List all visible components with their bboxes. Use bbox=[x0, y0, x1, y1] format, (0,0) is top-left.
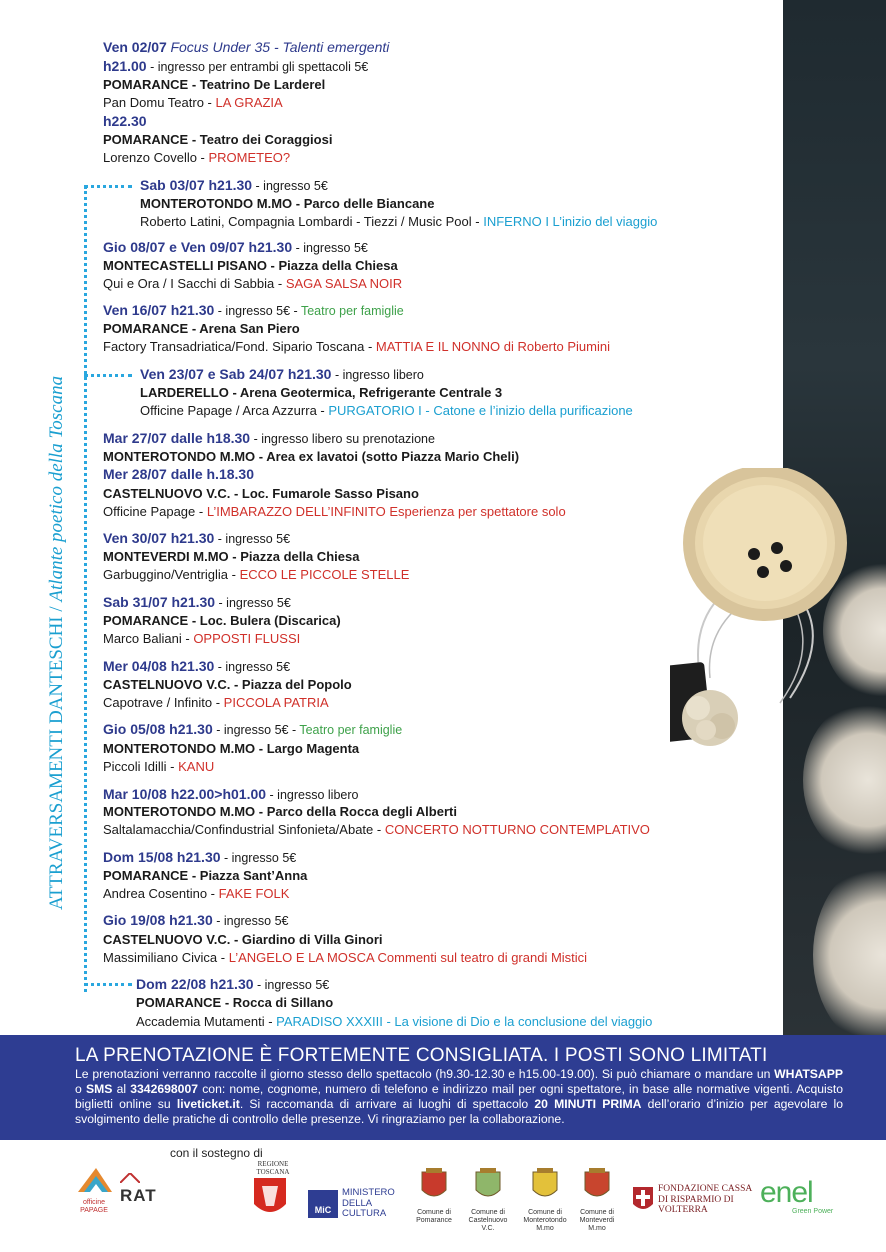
event-venue: POMARANCE - Teatro dei Coraggiosi bbox=[103, 132, 333, 147]
rat-logo: RAT bbox=[120, 1170, 180, 1202]
family-tag: Teatro per famiglie bbox=[300, 304, 404, 318]
event-venue: MONTEROTONDO M.MO - Area ex lavatoi (sotto Piazza Mario Cheli) bbox=[103, 449, 520, 464]
event-company: Marco Baliani - OPPOSTI FLUSSI bbox=[103, 631, 301, 646]
event-title: FAKE FOLK bbox=[218, 886, 290, 901]
event-title: PROMETEO? bbox=[208, 150, 291, 165]
enel-logo: enel Green Power bbox=[760, 1176, 834, 1215]
event-company: Pan Domu Teatro - LA GRAZIA bbox=[103, 95, 283, 110]
event-venue: CASTELNUOVO V.C. - Loc. Fumarole Sasso Pisano bbox=[103, 486, 419, 501]
event-venue: MONTEROTONDO M.MO - Parco della Rocca degli Alberti bbox=[103, 804, 457, 819]
event-date: Ven 02/07 Focus Under 35 - Talenti emergenti bbox=[103, 39, 390, 55]
side-title-main: ATTRAVERSAMENTI DANTESCHI bbox=[46, 616, 67, 910]
banner-heading: LA PRENOTAZIONE È FORTEMENTE CONSIGLIATA. I POSTI SONO LIMITATI bbox=[75, 1045, 768, 1066]
event-title: ECCO LE PICCOLE STELLE bbox=[239, 567, 410, 582]
event-title: L’IMBARAZZO DELL’INFINITO Esperienza per spettatore solo bbox=[206, 504, 566, 519]
dotted-connector-line bbox=[84, 186, 87, 992]
event-venue: POMARANCE - Arena San Piero bbox=[103, 321, 300, 336]
event-venue: CASTELNUOVO V.C. - Piazza del Popolo bbox=[103, 677, 352, 692]
event-company: Andrea Cosentino - FAKE FOLK bbox=[103, 886, 290, 901]
event-date: Sab 31/07 h21.30 - ingresso 5€ bbox=[103, 594, 291, 610]
event-company: Qui e Ora / I Sacchi di Sabbia - SAGA SALSA NOIR bbox=[103, 276, 403, 291]
event-title: CONCERTO NOTTURNO CONTEMPLATIVO bbox=[384, 822, 650, 837]
event-title: L’ANGELO E LA MOSCA Commenti sul teatro di grandi Mistici bbox=[228, 950, 588, 965]
booking-banner bbox=[0, 1035, 886, 1140]
event-company: Garbuggino/Ventriglia - ECCO LE PICCOLE STELLE bbox=[103, 567, 410, 582]
event-venue: POMARANCE - Loc. Bulera (Discarica) bbox=[103, 613, 341, 628]
banner-text: Le prenotazioni verranno raccolte il giorno stesso dello spettacolo (h9.30-12.30 e h15.00-19.00). Si può chiamare o mandare un WHATSAPP o SMS al 3342698007 con: nome, cognome, numero di telefono e indirizzo mail per ogni spettatore, in base alle normative vigenti. Acquisto biglietti online su liveticket.it. Si raccomanda di arrivare ai luoghi di spettacolo 20 MINUTI PRIMA dell’orario d’inizio per agevolare lo svolgimento delle pratiche di controllo delle presenze. Vi ringraziamo per la collaborazione. bbox=[75, 1067, 843, 1126]
event-date: Mar 10/08 h22.00>h01.00 - ingresso libero bbox=[103, 786, 359, 802]
event-date: Gio 08/07 e Ven 09/07 h21.30 - ingresso 5€ bbox=[103, 239, 368, 255]
event-date: Ven 23/07 e Sab 24/07 h21.30 - ingresso libero bbox=[140, 366, 424, 382]
event-venue: POMARANCE - Piazza Sant’Anna bbox=[103, 868, 308, 883]
event-date: Mar 27/07 dalle h18.30 - ingresso libero su prenotazione bbox=[103, 430, 435, 446]
event-company: Saltalamacchia/Confindustrial Sinfonieta/Abate - CONCERTO NOTTURNO CONTEMPLATIVO bbox=[103, 822, 650, 837]
event-title: OPPOSTI FLUSSI bbox=[193, 631, 301, 646]
regione-toscana-logo: REGIONE TOSCANA bbox=[250, 1160, 296, 1220]
event-venue: POMARANCE - Rocca di Sillano bbox=[136, 995, 334, 1010]
event-venue: POMARANCE - Teatrino De Larderel bbox=[103, 77, 326, 92]
comune-castelnuovo-logo: Comune di Castelnuovo V.C. bbox=[466, 1168, 510, 1220]
event-date: Gio 19/08 h21.30 - ingresso 5€ bbox=[103, 912, 289, 928]
event-company: Capotrave / Infinito - PICCOLA PATRIA bbox=[103, 695, 329, 710]
side-title: ATTRAVERSAMENTI DANTESCHI / Atlante poetico della Toscana bbox=[46, 375, 67, 910]
event-company: Piccoli Idilli - KANU bbox=[103, 759, 215, 774]
side-title-sub: Atlante poetico della Toscana bbox=[46, 375, 67, 602]
event-company: Officine Papage - L’IMBARAZZO DELL’INFINITO Esperienza per spettatore solo bbox=[103, 504, 566, 519]
event-title: LA GRAZIA bbox=[215, 95, 283, 110]
fondazione-crv-logo: FONDAZIONE CASSA DI RISPARMIO DI VOLTERRA bbox=[632, 1184, 752, 1218]
event-title: SAGA SALSA NOIR bbox=[285, 276, 403, 291]
ministero-cultura-logo: MiC MINISTERO DELLA CULTURA bbox=[308, 1188, 404, 1222]
event-company: Accademia Mutamenti - PARADISO XXXIII - La visione di Dio e la conclusione del viaggio bbox=[136, 1014, 653, 1029]
event-company: Roberto Latini, Compagnia Lombardi - Tiezzi / Music Pool - INFERNO I L’inizio del viaggio bbox=[140, 214, 658, 229]
comune-monteverdi-logo: Comune di Monteverdi M.mo bbox=[574, 1168, 620, 1220]
dotted-connector-tick bbox=[84, 983, 132, 986]
comune-pomarance-logo: Comune di Pomarance bbox=[414, 1168, 454, 1220]
ticket-site: liveticket.it bbox=[176, 1097, 240, 1111]
event-date: Mer 28/07 dalle h.18.30 bbox=[103, 466, 254, 482]
dotted-connector-tick bbox=[84, 185, 132, 188]
sponsors-label: con il sostegno di bbox=[170, 1146, 263, 1160]
button-illustration bbox=[670, 468, 850, 768]
event-title: PICCOLA PATRIA bbox=[223, 695, 329, 710]
event-date: Ven 30/07 h21.30 - ingresso 5€ bbox=[103, 530, 291, 546]
event-date: Sab 03/07 h21.30 - ingresso 5€ bbox=[140, 177, 328, 193]
event-title: PARADISO XXXIII - La visione di Dio e la conclusione del viaggio bbox=[276, 1014, 653, 1029]
event-venue: CASTELNUOVO V.C. - Giardino di Villa Ginori bbox=[103, 932, 383, 947]
event-venue: MONTECASTELLI PISANO - Piazza della Chiesa bbox=[103, 258, 398, 273]
event-venue: MONTEROTONDO M.MO - Parco delle Biancane bbox=[140, 196, 435, 211]
comune-monterotondo-logo: Comune di Monterotondo M.mo bbox=[520, 1168, 570, 1220]
event-date: Mer 04/08 h21.30 - ingresso 5€ bbox=[103, 658, 291, 674]
event-venue: MONTEVERDI M.MO - Piazza della Chiesa bbox=[103, 549, 360, 564]
event-title: PURGATORIO I - Catone e l’inizio della purificazione bbox=[328, 403, 633, 418]
event-title: MATTIA E IL NONNO bbox=[375, 339, 501, 354]
event-date: Dom 15/08 h21.30 - ingresso 5€ bbox=[103, 849, 297, 865]
event-venue: MONTEROTONDO M.MO - Largo Magenta bbox=[103, 741, 360, 756]
event-date: Gio 05/08 h21.30 - ingresso 5€ - Teatro per famiglie bbox=[103, 721, 403, 737]
event-company: Massimiliano Civica - L’ANGELO E LA MOSCA Commenti sul teatro di grandi Mistici bbox=[103, 950, 588, 965]
event-title: INFERNO I L’inizio del viaggio bbox=[483, 214, 658, 229]
event-title: KANU bbox=[178, 759, 215, 774]
event-date: Dom 22/08 h21.30 - ingresso 5€ bbox=[136, 976, 330, 992]
event-company: Officine Papage / Arca Azzurra - PURGATORIO I - Catone e l’inizio della purificazione bbox=[140, 403, 633, 418]
family-tag: Teatro per famiglie bbox=[299, 723, 403, 737]
event-company: Lorenzo Covello - PROMETEO? bbox=[103, 150, 291, 165]
phone-number: 3342698007 bbox=[130, 1082, 199, 1096]
event-venue: LARDERELLO - Arena Geotermica, Refrigerante Centrale 3 bbox=[140, 385, 503, 400]
event-date: Ven 16/07 h21.30 - ingresso 5€ - Teatro per famiglie bbox=[103, 302, 404, 318]
papage-logo: officine PAPAGE bbox=[74, 1164, 114, 1204]
dotted-connector-tick bbox=[84, 374, 132, 377]
event-company: Factory Transadriatica/Fond. Sipario Toscana - MATTIA E IL NONNO di Roberto Piumini bbox=[103, 339, 610, 354]
